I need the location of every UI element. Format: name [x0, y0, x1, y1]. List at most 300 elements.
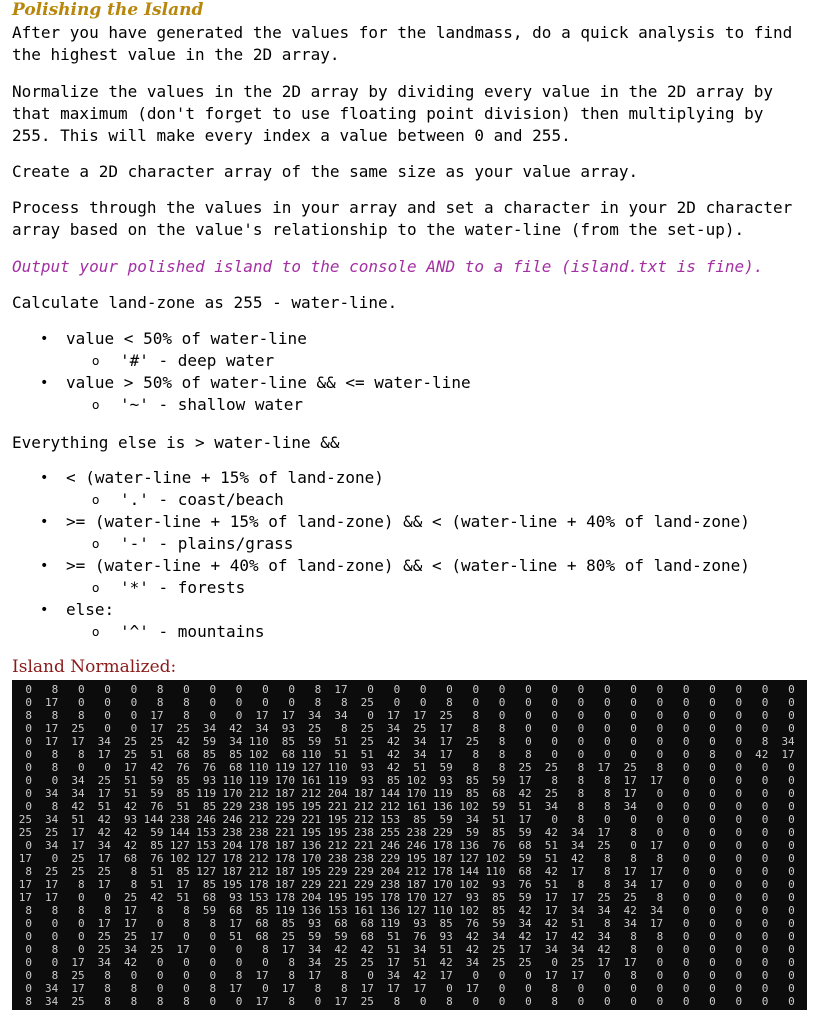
console-cell: 0 — [603, 982, 611, 995]
console-cell: 119 — [275, 761, 295, 774]
console-cell: 25 — [176, 722, 190, 735]
paragraph-find-max — [12, 22, 807, 66]
console-cell: 0 — [709, 904, 716, 917]
console-cell: 17 — [518, 813, 532, 826]
console-cell: 25 — [123, 930, 138, 943]
console-cell: 119 — [275, 904, 295, 917]
console-cell: 0 — [25, 930, 32, 943]
console-row — [12, 839, 807, 852]
console-cell: 17 — [571, 969, 585, 982]
console-cell: 17 — [97, 917, 111, 930]
console-cell: 0 — [682, 852, 690, 865]
sub-list-item-text: '^' - mountains — [120, 622, 265, 641]
console-cell: 0 — [630, 722, 637, 735]
console-cell: 0 — [682, 930, 690, 943]
console-cell: 0 — [393, 683, 401, 696]
console-cell: 25 — [123, 748, 138, 761]
console-cell: 0 — [656, 800, 664, 813]
console-cell: 0 — [51, 852, 59, 865]
console-cell: 161 — [354, 904, 374, 917]
console-cell: 25 — [597, 891, 611, 904]
console-cell: 0 — [709, 917, 716, 930]
console-cell: 34 — [413, 943, 427, 956]
console-cell: 204 — [380, 865, 401, 878]
console-cell: 0 — [472, 683, 480, 696]
console-cell: 17 — [229, 982, 243, 995]
console-cell: 42 — [97, 826, 111, 839]
console-cell: 0 — [498, 696, 506, 709]
console-cell: 34 — [571, 826, 585, 839]
console-cell: 17 — [281, 709, 295, 722]
console-cell: 0 — [788, 813, 795, 826]
console-cell: 68 — [281, 748, 295, 761]
console-cell: 17 — [45, 891, 59, 904]
console-cell: 59 — [518, 826, 532, 839]
console-cell: 59 — [308, 930, 322, 943]
console-cell: 0 — [183, 982, 190, 995]
console-cell: 0 — [525, 722, 532, 735]
console-cell: 0 — [788, 917, 795, 930]
console-cell: 25 — [71, 995, 85, 1008]
console-cell: 0 — [788, 787, 795, 800]
console-cell: 17 — [176, 943, 190, 956]
console-cell: 25 — [360, 696, 374, 709]
console-cell: 17 — [150, 722, 164, 735]
console-cell: 59 — [439, 813, 453, 826]
console-cell: 0 — [209, 930, 217, 943]
console-cell: 93 — [229, 891, 243, 904]
console-cell: 0 — [25, 787, 32, 800]
console-cell: 204 — [222, 839, 243, 852]
console-cell: 0 — [183, 969, 190, 982]
console-cell: 8 — [630, 826, 637, 839]
console-cell: 0 — [682, 722, 690, 735]
normalized-title: Island Normalized: — [12, 657, 177, 677]
console-cell: 0 — [682, 865, 690, 878]
console-cell: 0 — [130, 683, 138, 696]
console-cell: 0 — [498, 709, 506, 722]
console-cell: 93 — [413, 917, 427, 930]
list-item-text: >= (water-line + 15% of land-zone) && < (water-line + 40% of land-zone) — [66, 512, 750, 531]
console-cell: 110 — [485, 865, 506, 878]
console-cell: 8 — [577, 813, 585, 826]
console-cell: 170 — [406, 787, 427, 800]
console-cell: 0 — [156, 982, 164, 995]
console-cell: 0 — [761, 904, 769, 917]
console-cell: 0 — [656, 956, 664, 969]
console-row — [12, 683, 807, 696]
console-cell: 0 — [656, 826, 664, 839]
console-cell: 0 — [130, 969, 138, 982]
console-cell: 0 — [682, 904, 690, 917]
console-cell: 8 — [603, 787, 611, 800]
console-cell: 195 — [406, 852, 427, 865]
console-cell: 0 — [788, 982, 795, 995]
console-cell: 0 — [709, 982, 716, 995]
console-cell: 8 — [656, 891, 664, 904]
console-cell: 204 — [301, 891, 322, 904]
console-cell: 68 — [255, 930, 269, 943]
console-cell: 238 — [222, 826, 243, 839]
console-cell: 0 — [735, 891, 743, 904]
console-cell: 51 — [150, 878, 164, 891]
console-cell: 170 — [275, 774, 295, 787]
console-cell: 25 — [150, 943, 164, 956]
console-row — [12, 826, 807, 839]
console-cell: 34 — [97, 839, 111, 852]
console-cell: 0 — [709, 813, 716, 826]
console-cell: 0 — [709, 839, 716, 852]
console-cell: 42 — [597, 943, 611, 956]
console-cell: 0 — [25, 839, 32, 852]
console-cell: 59 — [492, 774, 506, 787]
console-cell: 51 — [71, 813, 85, 826]
console-cell: 238 — [248, 800, 269, 813]
console-cell: 0 — [709, 774, 716, 787]
console-cell: 0 — [761, 891, 769, 904]
console-cell: 34 — [544, 800, 558, 813]
sub-list-item-text: '~' - shallow water — [120, 395, 304, 414]
console-cell: 0 — [551, 813, 558, 826]
console-cell: 76 — [150, 852, 164, 865]
console-cell: 0 — [788, 696, 795, 709]
console-cell: 204 — [327, 787, 348, 800]
console-cell: 25 — [571, 956, 585, 969]
console-cell: 34 — [229, 735, 243, 748]
console-cell: 221 — [275, 826, 295, 839]
console-cell: 59 — [150, 787, 164, 800]
console-cell: 238 — [169, 813, 190, 826]
console-cell: 0 — [735, 696, 743, 709]
console-cell: 8 — [288, 956, 295, 969]
console-cell: 170 — [222, 787, 243, 800]
console-cell: 0 — [525, 683, 532, 696]
sub-bullet-icon: o — [92, 581, 100, 595]
console-row — [12, 709, 807, 722]
console-cell: 34 — [308, 709, 322, 722]
console-cell: 8 — [340, 982, 348, 995]
paragraph-char-array: Create a 2D character array of the same size as your value array. — [12, 162, 639, 181]
console-cell: 25 — [334, 956, 348, 969]
console-cell: 42 — [755, 748, 769, 761]
console-cell: 17 — [413, 982, 427, 995]
console-cell: 17 — [649, 839, 664, 852]
console-cell: 0 — [709, 943, 716, 956]
console-cell: 85 — [176, 787, 190, 800]
console-cell: 0 — [603, 813, 611, 826]
console-cell: 0 — [788, 865, 795, 878]
console-cell: 221 — [301, 813, 322, 826]
console-cell: 0 — [735, 813, 743, 826]
console-cell: 8 — [498, 748, 506, 761]
console-cell: 110 — [248, 735, 269, 748]
paragraph-normalize — [12, 81, 807, 147]
console-cell: 42 — [544, 917, 558, 930]
console-cell: 0 — [656, 696, 664, 709]
console-cell: 17 — [281, 943, 295, 956]
console-cell: 59 — [308, 735, 322, 748]
console-cell: 0 — [77, 891, 85, 904]
console-cell: 17 — [623, 865, 637, 878]
console-cell: 8 — [603, 917, 611, 930]
console-cell: 0 — [209, 683, 217, 696]
console-row — [12, 969, 807, 982]
console-cell: 8 — [656, 761, 664, 774]
console-cell: 0 — [761, 826, 769, 839]
console-cell: 0 — [735, 865, 743, 878]
console-cell: 68 — [518, 865, 532, 878]
console-cell: 212 — [406, 865, 427, 878]
console-cell: 42 — [150, 891, 164, 904]
console-cell: 25 — [465, 735, 480, 748]
console-cell: 187 — [275, 865, 295, 878]
console-cell: 0 — [735, 774, 743, 787]
console-cell: 0 — [603, 748, 611, 761]
sub-list-item — [0, 577, 816, 599]
list-item — [0, 511, 816, 533]
console-cell: 93 — [492, 878, 506, 891]
console-cell: 102 — [459, 904, 480, 917]
console-cell: 8 — [314, 982, 322, 995]
console-cell: 0 — [709, 865, 716, 878]
list-item — [0, 467, 816, 489]
console-row — [12, 787, 807, 800]
console-cell: 51 — [413, 761, 427, 774]
console-cell: 8 — [288, 969, 295, 982]
console-cell: 8 — [314, 696, 322, 709]
console-cell: 51 — [176, 800, 190, 813]
console-cell: 0 — [603, 995, 611, 1008]
console-cell: 0 — [788, 956, 795, 969]
console-cell: 0 — [25, 943, 32, 956]
console-cell: 0 — [709, 722, 716, 735]
console-cell: 68 — [518, 839, 532, 852]
console-cell: 17 — [386, 956, 401, 969]
console-cell: 8 — [446, 995, 453, 1008]
console-cell: 221 — [354, 839, 374, 852]
console-cell: 8 — [314, 683, 322, 696]
console-cell: 8 — [104, 995, 111, 1008]
console-cell: 0 — [761, 722, 769, 735]
console-cell: 0 — [761, 774, 769, 787]
console-cell: 0 — [603, 735, 611, 748]
console-cell: 119 — [432, 787, 453, 800]
console-cell: 0 — [130, 709, 138, 722]
console-cell: 17 — [597, 956, 611, 969]
console-cell: 102 — [406, 774, 427, 787]
list-item-text: else: — [66, 600, 115, 619]
console-cell: 0 — [25, 683, 32, 696]
console-cell: 8 — [551, 774, 558, 787]
console-cell: 0 — [577, 696, 585, 709]
console-cell: 0 — [761, 956, 769, 969]
console-cell: 68 — [334, 917, 348, 930]
console-cell: 246 — [222, 813, 243, 826]
console-cell: 8 — [630, 930, 637, 943]
console-cell: 0 — [709, 878, 716, 891]
console-cell: 8 — [104, 969, 111, 982]
console-cell: 0 — [446, 683, 453, 696]
console-cell: 0 — [525, 735, 532, 748]
console-cell: 0 — [709, 969, 716, 982]
console-cell: 0 — [682, 696, 690, 709]
console-cell: 85 — [439, 917, 453, 930]
console-cell: 25 — [97, 930, 111, 943]
console-cell: 17 — [781, 748, 795, 761]
list-item — [0, 328, 816, 350]
console-cell: 34 — [623, 917, 637, 930]
console-cell: 0 — [788, 800, 795, 813]
console-cell: 25 — [439, 709, 453, 722]
console-cell: 42 — [97, 813, 111, 826]
console-cell: 34 — [45, 982, 59, 995]
console-cell: 17 — [18, 878, 32, 891]
list-item — [0, 599, 816, 621]
console-cell: 0 — [682, 761, 690, 774]
console-cell: 238 — [354, 826, 374, 839]
console-cell: 8 — [472, 709, 480, 722]
console-cell: 25 — [308, 722, 322, 735]
console-cell: 8 — [51, 904, 59, 917]
console-cell: 17 — [571, 865, 585, 878]
console-cell: 0 — [656, 722, 664, 735]
console-cell: 0 — [498, 995, 506, 1008]
bullet-icon: • — [40, 602, 49, 618]
console-cell: 0 — [709, 761, 716, 774]
console-cell: 76 — [150, 800, 164, 813]
console-cell: 34 — [45, 839, 59, 852]
console-cell: 0 — [709, 995, 716, 1008]
console-cell: 0 — [788, 826, 795, 839]
console-cell: 153 — [380, 813, 401, 826]
console-cell: 34 — [781, 735, 795, 748]
console-cell: 0 — [788, 761, 795, 774]
console-cell: 8 — [25, 995, 32, 1008]
console-cell: 8 — [340, 969, 348, 982]
console-cell: 93 — [123, 813, 138, 826]
console-cell: 93 — [439, 930, 453, 943]
console-cell: 8 — [51, 969, 59, 982]
console-cell: 51 — [123, 774, 138, 787]
console-cell: 187 — [354, 787, 374, 800]
console-cell: 0 — [603, 709, 611, 722]
console-cell: 127 — [196, 865, 217, 878]
console-cell: 0 — [235, 683, 243, 696]
console-cell: 102 — [169, 852, 190, 865]
console-cell: 0 — [761, 917, 769, 930]
console-cell: 0 — [761, 696, 769, 709]
console-cell: 0 — [682, 774, 690, 787]
console-cell: 212 — [327, 839, 348, 852]
console-cell: 0 — [77, 683, 85, 696]
console-cell: 127 — [406, 904, 427, 917]
console-cell: 76 — [492, 839, 506, 852]
console-cell: 85 — [492, 904, 506, 917]
console-cell: 0 — [603, 969, 611, 982]
console-cell: 8 — [156, 696, 164, 709]
sub-bullet-icon: o — [92, 493, 100, 507]
console-cell: 17 — [71, 735, 85, 748]
console-cell: 42 — [334, 943, 348, 956]
console-cell: 212 — [248, 813, 269, 826]
console-cell: 25 — [71, 852, 85, 865]
console-cell: 187 — [432, 852, 453, 865]
console-row — [12, 852, 807, 865]
console-cell: 17 — [255, 709, 269, 722]
console-cell: 119 — [380, 917, 401, 930]
console-cell: 34 — [465, 813, 480, 826]
console-cell: 8 — [183, 904, 190, 917]
console-cell: 17 — [518, 774, 532, 787]
console-cell: 25 — [123, 735, 138, 748]
console-cell: 195 — [327, 891, 348, 904]
console-cell: 238 — [354, 852, 374, 865]
console-cell: 0 — [788, 891, 795, 904]
console-cell: 8 — [577, 878, 585, 891]
console-cell: 170 — [301, 852, 322, 865]
console-cell: 0 — [682, 917, 690, 930]
console-cell: 68 — [255, 917, 269, 930]
console-cell: 51 — [360, 748, 374, 761]
console-cell: 0 — [209, 995, 217, 1008]
console-cell: 0 — [761, 709, 769, 722]
console-cell: 8 — [577, 761, 585, 774]
console-cell: 17 — [439, 748, 453, 761]
bullet-icon: • — [40, 470, 49, 486]
console-cell: 8 — [630, 943, 637, 956]
console-cell: 25 — [492, 943, 506, 956]
console-cell: 68 — [492, 787, 506, 800]
console-cell: 59 — [150, 774, 164, 787]
paragraph-line: that maximum (don't forget to use floating point division) then multiplying by — [12, 104, 764, 123]
console-cell: 34 — [413, 748, 427, 761]
console-cell: 195 — [301, 800, 322, 813]
paragraph-process — [12, 197, 807, 241]
console-cell: 8 — [498, 761, 506, 774]
console-cell: 8 — [104, 982, 111, 995]
console-cell: 85 — [281, 735, 295, 748]
console-cell: 17 — [45, 878, 59, 891]
console-cell: 136 — [459, 839, 480, 852]
console-cell: 51 — [386, 930, 401, 943]
console-cell: 8 — [630, 852, 637, 865]
console-cell: 51 — [150, 865, 164, 878]
console-cell: 8 — [446, 696, 453, 709]
console-cell: 0 — [682, 839, 690, 852]
console-cell: 0 — [25, 969, 32, 982]
console-cell: 8 — [472, 761, 480, 774]
console-cell: 178 — [275, 891, 295, 904]
console-cell: 34 — [623, 800, 637, 813]
console-cell: 25 — [518, 761, 532, 774]
console-cell: 0 — [735, 735, 743, 748]
console-cell: 93 — [281, 722, 295, 735]
console-cell: 212 — [248, 787, 269, 800]
console-cell: 0 — [104, 709, 111, 722]
console-cell: 0 — [682, 787, 690, 800]
console-cell: 8 — [262, 943, 269, 956]
console-cell: 0 — [77, 930, 85, 943]
console-cell: 85 — [492, 891, 506, 904]
console-cell: 68 — [229, 761, 243, 774]
console-cell: 212 — [354, 813, 374, 826]
console-cell: 0 — [551, 683, 558, 696]
console-cell: 0 — [682, 735, 690, 748]
console-cell: 17 — [413, 709, 427, 722]
console-cell: 0 — [183, 956, 190, 969]
console-cell: 8 — [130, 878, 138, 891]
console-cell: 42 — [571, 852, 585, 865]
